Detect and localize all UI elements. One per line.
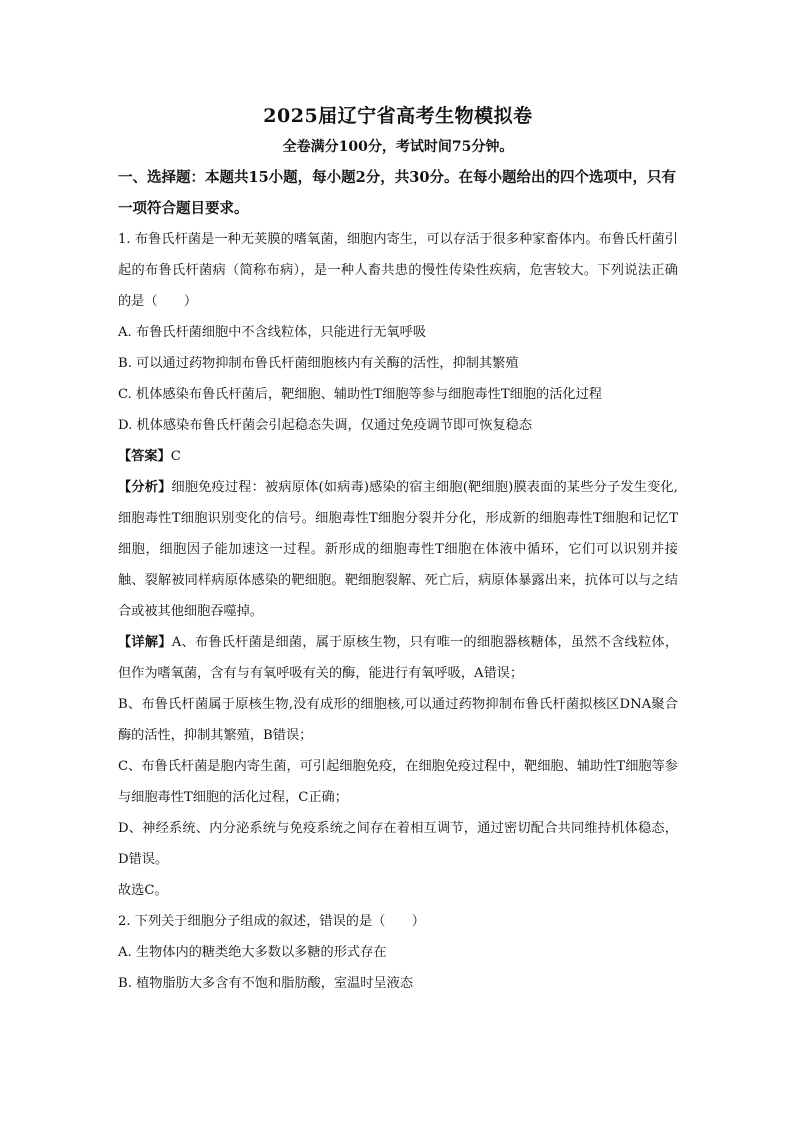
question-2-option-b: B. 植物脂肪大多含有不饱和脂肪酸，室温时呈液态 [118,976,414,991]
answer-value: C [170,449,181,464]
question-1-detail-c: C、布鲁氏杆菌是胞内寄生菌，可引起细胞免疫，在细胞免疫过程中，靶细胞、辅助性T细胞等参与细胞毒性T细胞的活化过程，C正确； [118,759,678,805]
question-1-detail-d: D、神经系统、内分泌系统与免疫系统之间存在着相互调节，通过密切配合共同维持机体稳态，D错误。 [118,821,678,867]
answer-tag: 【答案】 [118,449,171,464]
question-1-detail-a [118,627,678,689]
question-1-stem: 1. 布鲁氏杆菌是一种无荚膜的嗜氧菌，细胞内寄生，可以存活于很多种家畜体内。布鲁氏杆菌引起的布鲁氏杆菌病（简称布病），是一种人畜共患的慢性传染性疾病，危害较大。下列说法正确的是（ ） [118,232,678,309]
question-2-stem: 2. 下列关于细胞分子组成的叙述，错误的是（ ） [118,914,425,929]
question-1-option-a: A. 布鲁氏杆菌细胞中不含线粒体，只能进行无氧呼吸 [118,325,427,340]
question-1-detail-b: B、布鲁氏杆菌属于原核生物,没有成形的细胞核,可以通过药物抑制布鲁氏杆菌拟核区DNA聚合酶的活性，抑制其繁殖，B错误； [118,697,678,743]
question-1-answer [118,441,678,472]
question-2-option-a: A. 生物体内的糖类绝大多数以多糖的形式存在 [118,945,387,960]
detail-a-text: A、布鲁氏杆菌是细菌，属于原核生物，只有唯一的细胞器核糖体，虽然不含线粒体，但作为嗜氧菌，含有与有氧呼吸有关的酶，能进行有氧呼吸，A错误； [118,635,679,681]
analysis-text: 细胞免疫过程：被病原体(如病毒)感染的宿主细胞(靶细胞)膜表面的某些分子发生变化,细胞毒性T细胞识别变化的信号。细胞毒性T细胞分裂并分化，形成新的细胞毒性T细胞和记忆T细胞，细胞因子能加速这一过程。新形成的细胞毒性T细胞在体液中循环，它们可以识别并接触、裂解被同样病原体感染的靶细胞。靶细胞裂解、死亡后，病原体暴露出来，抗体可以与之结合或被其他细胞吞噬掉。 [118,480,678,619]
question-1-conclusion: 故选C。 [118,883,168,898]
question-1-option-d: D. 机体感染布鲁氏杆菌会引起稳态失调，仅通过免疫调节即可恢复稳态 [118,418,533,433]
question-1-option-c: C. 机体感染布鲁氏杆菌后，靶细胞、辅助性T细胞等参与细胞毒性T细胞的活化过程 [118,387,602,402]
question-1-option-b: B. 可以通过药物抑制布鲁氏杆菌细胞核内有关酶的活性，抑制其繁殖 [118,356,519,371]
question-1-analysis [118,472,678,627]
analysis-tag: 【分析】 [118,480,172,495]
exam-info: 全卷满分100分，考试时间75分钟。 [282,139,514,155]
detail-tag: 【详解】 [118,635,172,650]
section-heading: 一、选择题：本题共15小题，每小题2分，共30分。在每小题给出的四个选项中，只有一项符合题目要求。 [118,169,676,217]
document-content [118,100,678,999]
page-title: 2025届辽宁省高考生物模拟卷 [263,105,533,127]
